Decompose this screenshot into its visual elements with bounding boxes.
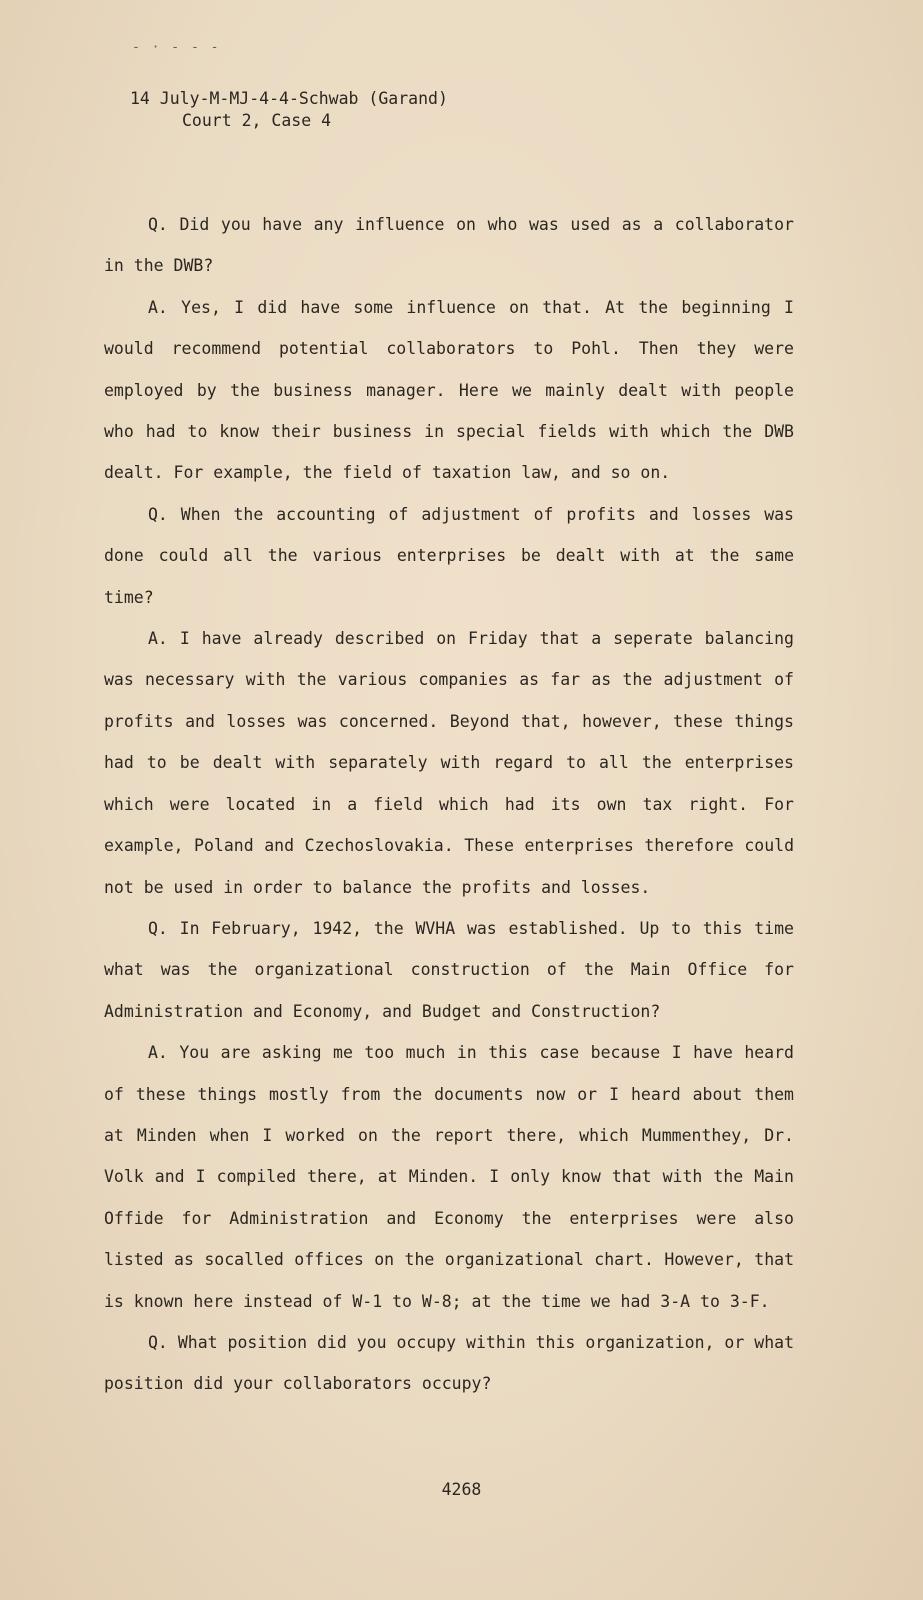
corner-marks: - · - - -	[132, 40, 221, 55]
transcript-body	[104, 204, 794, 1405]
answer-paragraph: A. I have already described on Friday that a seperate balancing was necessary with the various companies as far as the adjustment of profits and losses was concerned. Beyond that, however, these things had to be dealt with separately with regard to all the enterprises which were located in a field which had its own tax right. For example, Poland and Czechoslovakia. These enterprises therefore could not be used in order to balance the profits and losses.	[104, 629, 794, 897]
answer-paragraph: A. Yes, I did have some influence on that. At the beginning I would recommend potential collaborators to Pohl. Then they were employed by the business manager. Here we mainly dealt with people who had to know their business in special fields with which the DWB dealt. For example, the field of taxation law, and so on.	[104, 297, 794, 483]
header-line-1: 14 July-M-MJ-4-4-Schwab (Garand)	[130, 89, 448, 108]
question-paragraph: Q. In February, 1942, the WVHA was established. Up to this time what was the organizational construction of the Main Office for Administration and Economy, and Budget and Construction?	[104, 918, 794, 1021]
header-line-2: Court 2, Case 4	[182, 111, 332, 130]
question-paragraph: Q. Did you have any influence on who was used as a collaborator in the DWB?	[104, 215, 794, 276]
page-number: 4268	[441, 1480, 482, 1499]
document-header	[130, 88, 448, 132]
question-paragraph: Q. When the accounting of adjustment of profits and losses was done could all the various enterprises be dealt with at the same time?	[104, 504, 794, 607]
answer-paragraph: A. You are asking me too much in this case because I have heard of these things mostly from the documents now or I heard about them at Minden when I worked on the report there, which Mummenthey, Dr. Volk and I compiled there, at Minden. I only know that with the Main Offide for Administration and Economy the enterprises were also listed as socalled offices on the organizational chart. However, that is known here instead of W-1 to W-8; at the time we had 3-A to 3-F.	[104, 1043, 794, 1311]
question-paragraph: Q. What position did you occupy within this organization, or what position did your collaborators occupy?	[104, 1332, 794, 1394]
